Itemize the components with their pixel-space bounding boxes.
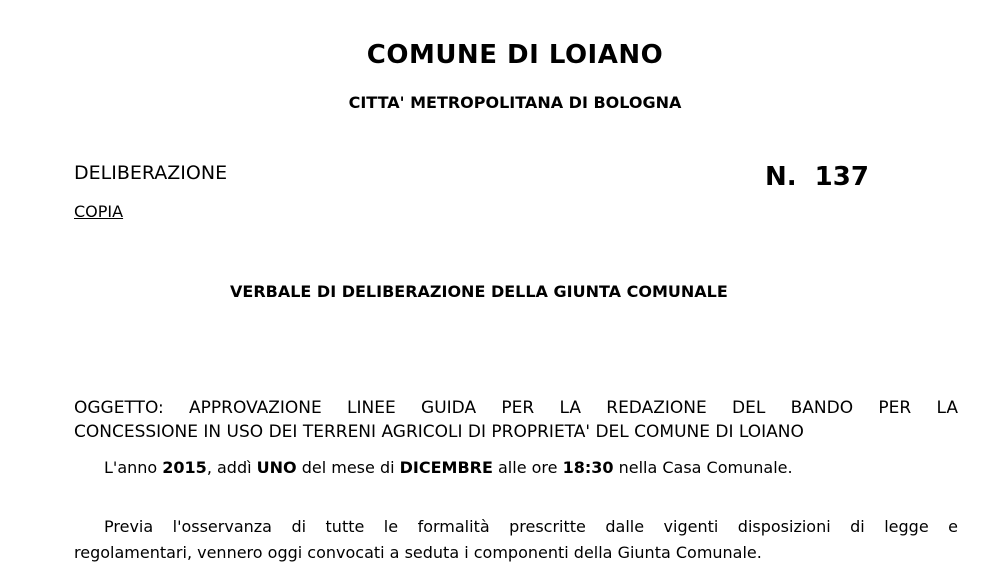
anno-text-3: del mese di <box>296 458 400 477</box>
anno-time: 18:30 <box>562 458 614 477</box>
page-title: COMUNE DI LOIANO <box>366 40 664 70</box>
previa-line-1: Previa l'osservanza di tutte le formalità prescritte dalle vigenti disposizioni di legge e <box>104 517 958 536</box>
oggetto-line-1: OGGETTO: APPROVAZIONE LINEE GUIDA PER LA REDAZIONE DEL BANDO PER LA <box>74 398 958 418</box>
deliberazione-label: DELIBERAZIONE <box>74 162 228 184</box>
verbale-title: VERBALE DI DELIBERAZIONE DELLA GIUNTA COMUNALE <box>230 282 728 301</box>
oggetto-paragraph <box>74 396 958 444</box>
number-value: 137 <box>814 162 869 192</box>
oggetto-line-2: CONCESSIONE IN USO DEI TERRENI AGRICOLI DI PROPRIETA' DEL COMUNE DI LOIANO <box>74 422 804 442</box>
copia-label: COPIA <box>74 202 124 221</box>
anno-text-5: nella Casa Comunale. <box>613 458 793 477</box>
anno-year: 2015 <box>162 458 207 477</box>
page-subtitle: CITTA' METROPOLITANA DI BOLOGNA <box>348 93 682 112</box>
anno-text-4: alle ore <box>492 458 563 477</box>
anno-month: DICEMBRE <box>399 458 493 477</box>
anno-text-1: L'anno <box>104 458 163 477</box>
previa-paragraph <box>74 514 958 566</box>
anno-text-2: , addì <box>206 458 257 477</box>
number-prefix: N. <box>765 162 797 192</box>
deliberation-number <box>765 162 869 192</box>
anno-day: UNO <box>256 458 297 477</box>
previa-line-2: regolamentari, vennero oggi convocati a seduta i componenti della Giunta Comunale. <box>74 543 762 562</box>
date-statement <box>104 458 793 477</box>
